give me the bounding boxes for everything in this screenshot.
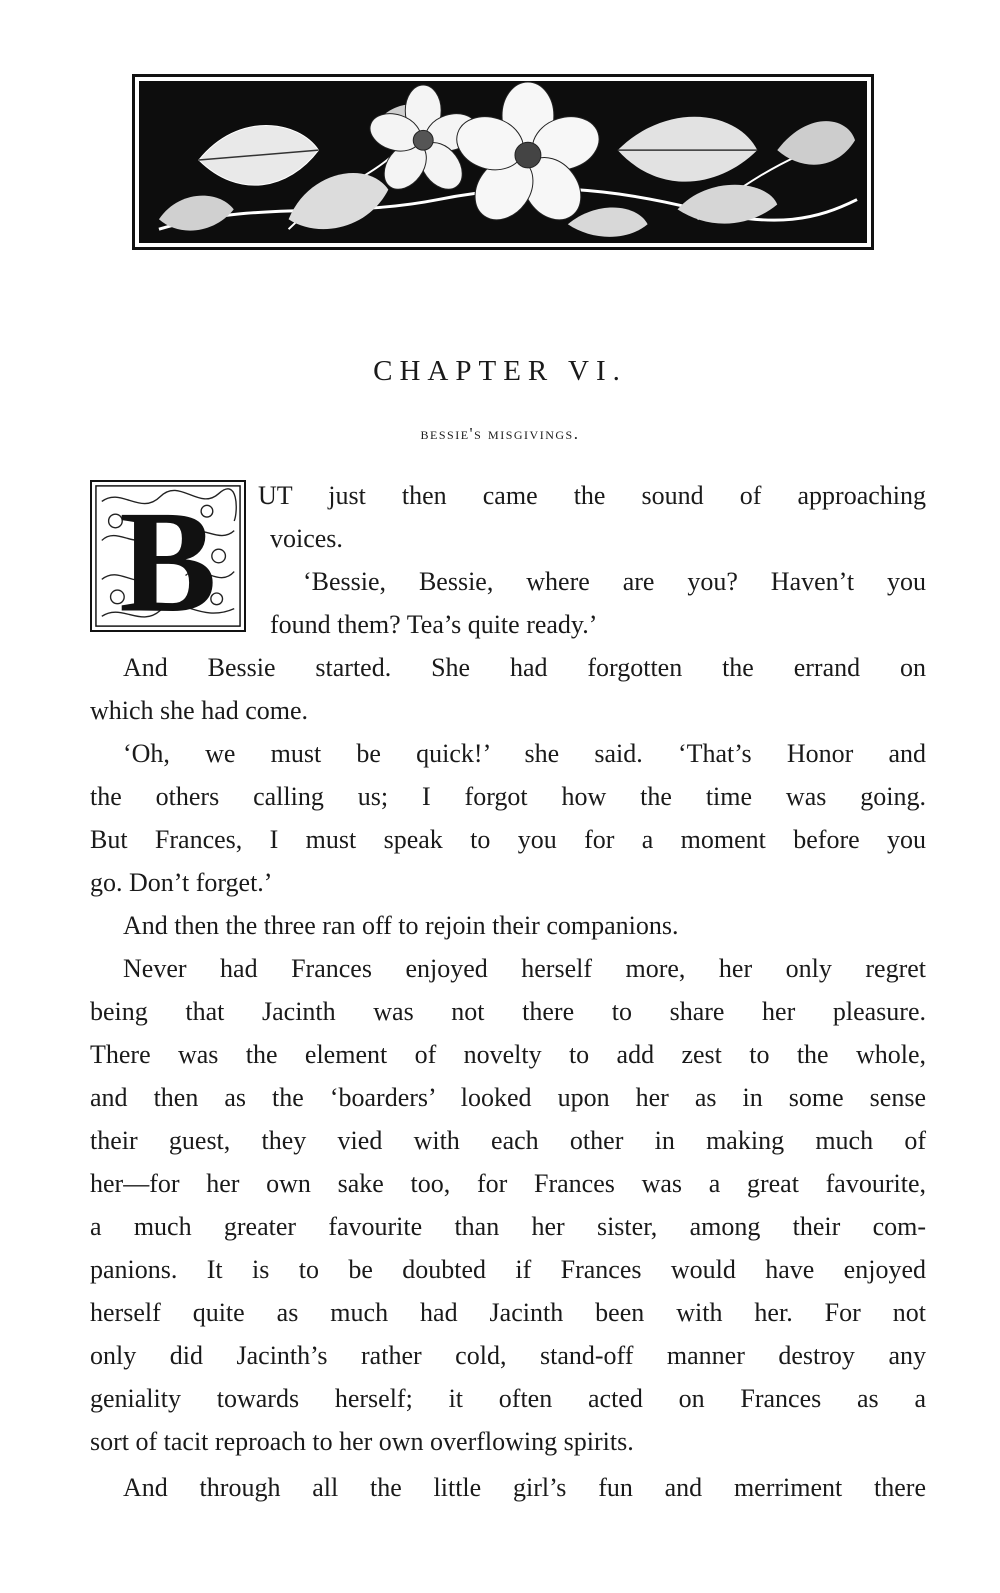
text-line-8: the others calling us; I forgot how the time was going. <box>90 782 926 811</box>
text-line-21: only did Jacinth’s rather cold, stand-off manner destroy any <box>90 1341 926 1370</box>
text-line-19: panions. It is to be doubted if Frances would have enjoyed <box>90 1255 926 1284</box>
text-line-6: which she had come. <box>90 696 309 725</box>
text-line-22: geniality towards herself; it often acted on Frances as a <box>90 1384 926 1413</box>
text-line-18: a much greater favourite than her sister, among their com- <box>90 1212 926 1241</box>
text-line-14: There was the element of novelty to add zest to the whole, <box>90 1040 926 1069</box>
chapter-title: CHAPTER VI. <box>373 355 627 387</box>
drop-cap-ornament <box>92 482 244 630</box>
text-line-24: And through all the little girl’s fun and merriment there <box>123 1473 926 1502</box>
text-line-20: herself quite as much had Jacinth been with her. For not <box>90 1298 926 1327</box>
text-line-16: their guest, they vied with each other in making much of <box>90 1126 926 1155</box>
floral-banner-image <box>139 81 867 243</box>
floral-engraving <box>139 81 867 243</box>
drop-cap-letter: B <box>119 482 217 630</box>
text-line-2: voices. <box>270 524 343 553</box>
text-line-10: go. Don’t forget.’ <box>90 868 273 897</box>
text-line-1: UT just then came the sound of approaching <box>258 481 926 510</box>
text-line-15: and then as the ‘boarders’ looked upon her as in some sense <box>90 1083 926 1112</box>
text-line-7: ‘Oh, we must be quick!’ she said. ‘That’s Honor and <box>123 739 926 768</box>
text-line-13: being that Jacinth was not there to share her pleasure. <box>90 997 926 1026</box>
chapter-subtitle: bessie's misgivings. <box>420 424 580 443</box>
text-line-9: But Frances, I must speak to you for a moment before you <box>90 825 926 854</box>
text-line-5: And Bessie started. She had forgotten the errand on <box>123 653 926 682</box>
floral-banner <box>132 74 874 250</box>
text-line-3: ‘Bessie, Bessie, where are you? Haven’t you <box>303 567 926 596</box>
text-line-12: Never had Frances enjoyed herself more, her only regret <box>123 954 926 983</box>
text-line-4: found them? Tea’s quite ready.’ <box>270 610 598 639</box>
text-line-11: And then the three ran off to rejoin their companions. <box>123 911 679 940</box>
text-line-17: her—for her own sake too, for Frances was a great favourite, <box>90 1169 926 1198</box>
drop-cap-b <box>90 480 246 632</box>
text-line-23: sort of tacit reproach to her own overflowing spirits. <box>90 1427 634 1456</box>
